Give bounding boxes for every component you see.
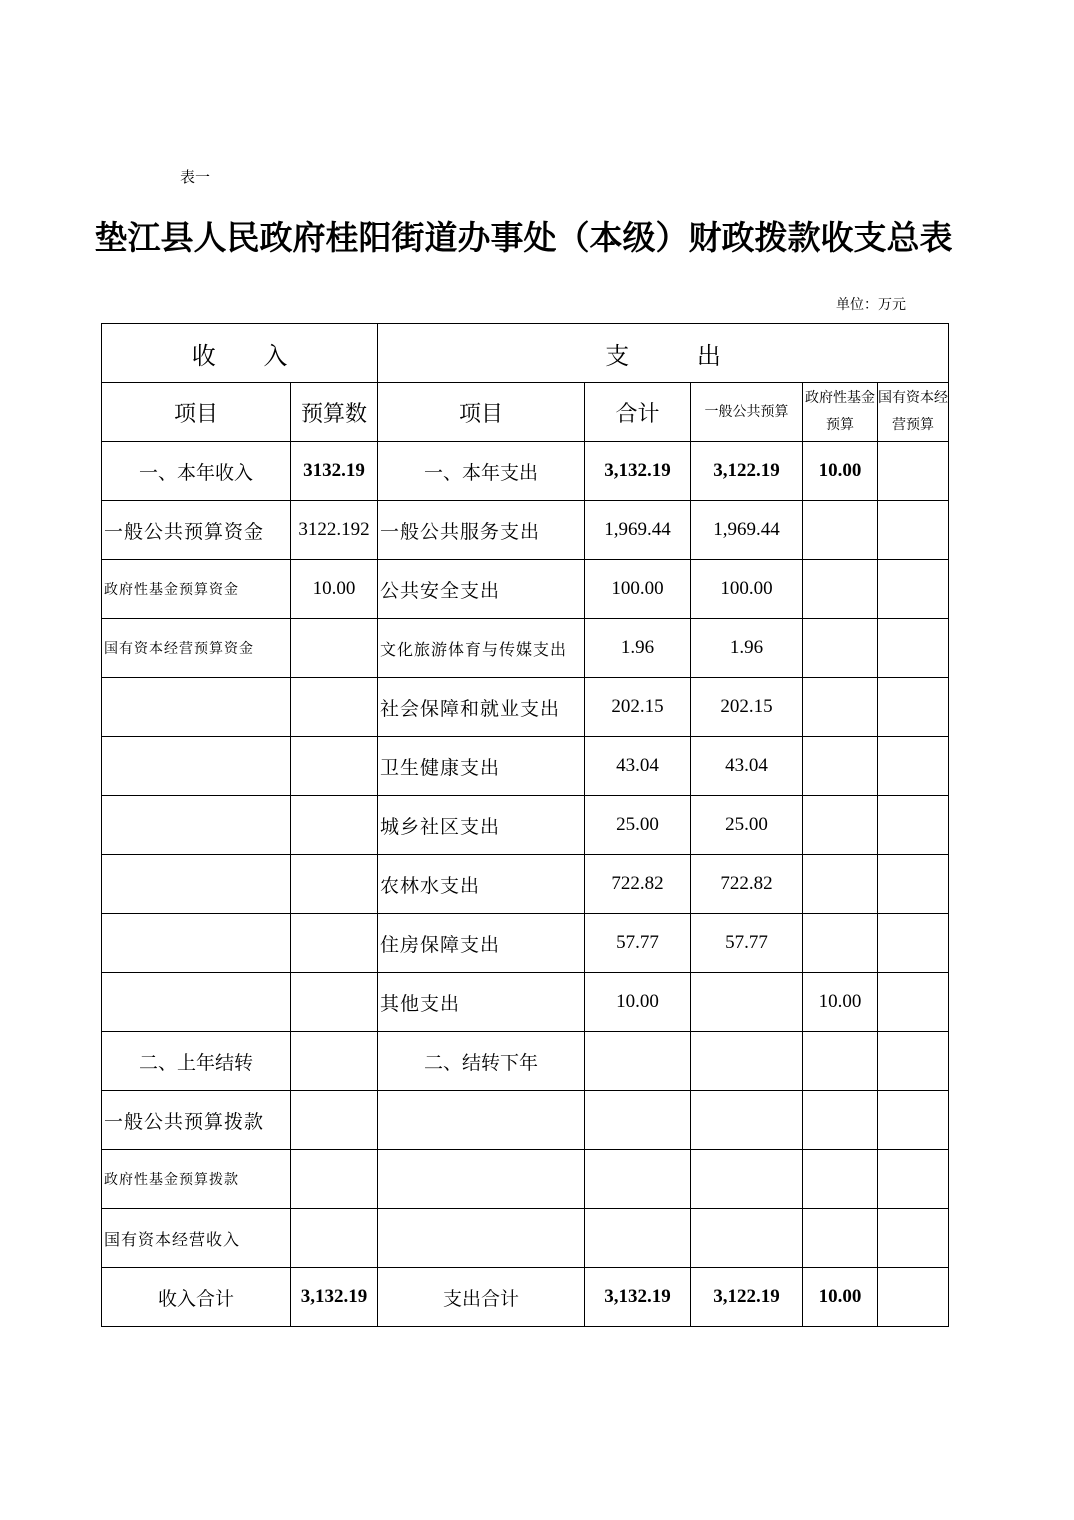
income-header: 收 入 [102, 324, 378, 383]
expense-total: 1,969.44 [585, 501, 691, 560]
income-label: 一、本年收入 [102, 442, 291, 501]
expense-total-header: 合计 [585, 383, 691, 442]
table-row [102, 501, 949, 560]
expense-label [378, 1091, 585, 1150]
general-budget-value: 3,122.19 [691, 442, 803, 501]
income-value [291, 1032, 378, 1091]
income-total-value: 3,132.19 [291, 1268, 378, 1327]
expense-total: 57.77 [585, 914, 691, 973]
unit-label: 单位：万元 [836, 297, 906, 313]
state-capital-value [878, 678, 949, 737]
expense-label: 一、本年支出 [378, 442, 585, 501]
expense-total: 100.00 [585, 560, 691, 619]
state-capital-value [878, 501, 949, 560]
state-capital-value [878, 442, 949, 501]
income-value [291, 1091, 378, 1150]
gov-fund-value [803, 796, 878, 855]
state-capital-value [878, 1091, 949, 1150]
expense-total [585, 1209, 691, 1268]
income-value [291, 914, 378, 973]
expense-total: 202.15 [585, 678, 691, 737]
general-budget-value [691, 1032, 803, 1091]
state-capital-value [878, 1268, 949, 1327]
gov-fund-value [803, 560, 878, 619]
state-capital-header: 国有资本经营预算 [878, 383, 949, 442]
expense-label: 城乡社区支出 [378, 796, 585, 855]
general-budget-value: 25.00 [691, 796, 803, 855]
expense-label: 二、结转下年 [378, 1032, 585, 1091]
expense-total [585, 1091, 691, 1150]
general-budget-value: 3,122.19 [691, 1268, 803, 1327]
income-item-header: 项目 [102, 383, 291, 442]
gov-fund-value [803, 1032, 878, 1091]
general-budget-value [691, 1091, 803, 1150]
table-row [102, 678, 949, 737]
state-capital-value [878, 1032, 949, 1091]
table-row [102, 737, 949, 796]
general-budget-value: 1.96 [691, 619, 803, 678]
expense-label: 其他支出 [378, 973, 585, 1032]
state-capital-value [878, 973, 949, 1032]
general-budget-header: 一般公共预算 [691, 383, 803, 442]
table-row [102, 855, 949, 914]
income-label: 政府性基金预算资金 [102, 560, 291, 619]
table-row [102, 1032, 949, 1091]
general-budget-value [691, 1209, 803, 1268]
expense-total: 3,132.19 [585, 442, 691, 501]
table-row [102, 1091, 949, 1150]
income-label [102, 796, 291, 855]
income-label: 国有资本经营预算资金 [102, 619, 291, 678]
state-capital-value [878, 1209, 949, 1268]
general-budget-value: 1,969.44 [691, 501, 803, 560]
income-label [102, 678, 291, 737]
income-value [291, 1209, 378, 1268]
gov-fund-value [803, 1150, 878, 1209]
income-label [102, 914, 291, 973]
state-capital-value [878, 619, 949, 678]
income-total-label: 收入合计 [102, 1268, 291, 1327]
income-value [291, 796, 378, 855]
table-row [102, 796, 949, 855]
income-value [291, 1150, 378, 1209]
general-budget-value [691, 973, 803, 1032]
income-label [102, 973, 291, 1032]
expense-total-label: 支出合计 [378, 1268, 585, 1327]
gov-fund-value [803, 1209, 878, 1268]
expense-label: 公共安全支出 [378, 560, 585, 619]
expense-label: 一般公共服务支出 [378, 501, 585, 560]
expense-total [585, 1032, 691, 1091]
income-value: 3122.192 [291, 501, 378, 560]
general-budget-value: 100.00 [691, 560, 803, 619]
table-row [102, 442, 949, 501]
state-capital-value [878, 914, 949, 973]
general-budget-value: 57.77 [691, 914, 803, 973]
table-row [102, 560, 949, 619]
table-row [102, 1209, 949, 1268]
general-budget-value: 722.82 [691, 855, 803, 914]
page-title: 垫江县人民政府桂阳街道办事处（本级）财政拨款收支总表 [94, 218, 953, 257]
income-label [102, 855, 291, 914]
gov-fund-value [803, 737, 878, 796]
table-row [102, 619, 949, 678]
income-label: 一般公共预算拨款 [102, 1091, 291, 1150]
income-label: 国有资本经营收入 [102, 1209, 291, 1268]
state-capital-value [878, 796, 949, 855]
table-row [102, 1268, 949, 1327]
expense-item-header: 项目 [378, 383, 585, 442]
income-value [291, 855, 378, 914]
gov-fund-header: 政府性基金预算 [803, 383, 878, 442]
table-row [102, 1150, 949, 1209]
fiscal-summary-table [101, 323, 949, 1327]
expense-label: 文化旅游体育与传媒支出 [378, 619, 585, 678]
income-label: 一般公共预算资金 [102, 501, 291, 560]
expense-total: 1.96 [585, 619, 691, 678]
expense-label: 卫生健康支出 [378, 737, 585, 796]
income-value [291, 678, 378, 737]
expense-label: 住房保障支出 [378, 914, 585, 973]
expense-total: 3,132.19 [585, 1268, 691, 1327]
income-value: 10.00 [291, 560, 378, 619]
income-label: 政府性基金预算拨款 [102, 1150, 291, 1209]
expense-total [585, 1150, 691, 1209]
income-budget-header: 预算数 [291, 383, 378, 442]
gov-fund-value [803, 619, 878, 678]
income-value [291, 973, 378, 1032]
gov-fund-value [803, 678, 878, 737]
table-row [102, 973, 949, 1032]
state-capital-value [878, 855, 949, 914]
expense-label: 农林水支出 [378, 855, 585, 914]
expense-label [378, 1150, 585, 1209]
gov-fund-value: 10.00 [803, 973, 878, 1032]
gov-fund-value [803, 855, 878, 914]
income-value: 3132.19 [291, 442, 378, 501]
general-budget-value: 202.15 [691, 678, 803, 737]
gov-fund-value: 10.00 [803, 1268, 878, 1327]
expense-total: 10.00 [585, 973, 691, 1032]
income-value [291, 737, 378, 796]
table-row [102, 914, 949, 973]
state-capital-value [878, 737, 949, 796]
income-label [102, 737, 291, 796]
expense-total: 722.82 [585, 855, 691, 914]
gov-fund-value [803, 914, 878, 973]
expense-header: 支 出 [378, 324, 949, 383]
table-number: 表一 [180, 168, 211, 186]
expense-total: 25.00 [585, 796, 691, 855]
general-budget-value [691, 1150, 803, 1209]
income-value [291, 619, 378, 678]
expense-total: 43.04 [585, 737, 691, 796]
gov-fund-value: 10.00 [803, 442, 878, 501]
expense-label [378, 1209, 585, 1268]
general-budget-value: 43.04 [691, 737, 803, 796]
expense-label: 社会保障和就业支出 [378, 678, 585, 737]
income-label: 二、上年结转 [102, 1032, 291, 1091]
state-capital-value [878, 1150, 949, 1209]
gov-fund-value [803, 1091, 878, 1150]
state-capital-value [878, 560, 949, 619]
gov-fund-value [803, 501, 878, 560]
